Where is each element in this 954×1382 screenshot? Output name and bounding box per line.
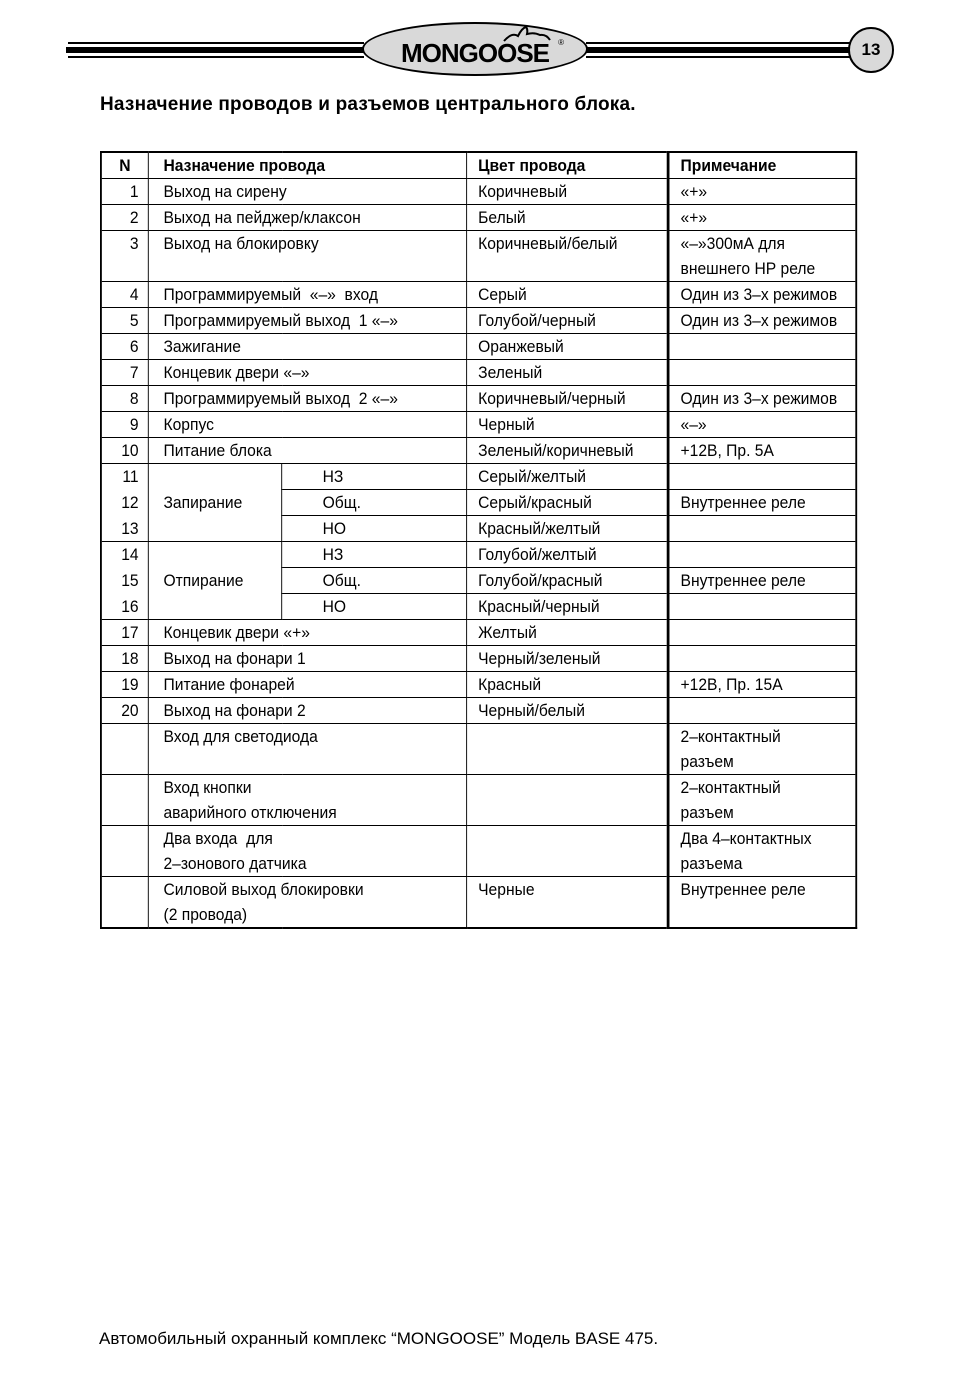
cell-color: Желтый xyxy=(467,620,668,646)
table-row xyxy=(101,646,856,672)
registered-mark: ® xyxy=(558,38,564,47)
cell-n: 14 xyxy=(101,542,148,568)
cell-contact: НЗ xyxy=(282,464,467,490)
table-row xyxy=(101,282,856,308)
cell-n: 3 xyxy=(101,231,148,282)
cell-note xyxy=(668,826,856,877)
cell-n: 8 xyxy=(101,386,148,412)
purpose-line: Вход кнопки xyxy=(163,778,252,797)
table-row xyxy=(101,205,856,231)
cell-color: Черный xyxy=(467,412,668,438)
purpose-line: Силовой выход блокировки xyxy=(163,880,364,899)
cell-note xyxy=(668,464,856,490)
cell-n: 18 xyxy=(101,646,148,672)
cell-note: Один из 3–х режимов xyxy=(668,386,856,412)
note-line: разъем xyxy=(680,752,734,771)
column-header-n: N xyxy=(101,152,148,179)
purpose-line: Два входа для xyxy=(163,829,273,848)
table-row xyxy=(101,308,856,334)
cell-n: 10 xyxy=(101,438,148,464)
table-row xyxy=(101,386,856,412)
cell-color: Серый xyxy=(467,282,668,308)
cell-color: Зеленый xyxy=(467,360,668,386)
cell-n: 19 xyxy=(101,672,148,698)
cell-color: Коричневый/белый xyxy=(467,231,668,282)
cell-contact: НЗ xyxy=(282,542,467,568)
purpose-line: (2 провода) xyxy=(163,905,248,924)
table-row xyxy=(101,231,856,282)
cell-color: Голубой/черный xyxy=(467,308,668,334)
table-row xyxy=(101,179,856,205)
table-row-connector xyxy=(101,877,856,929)
cell-n: 13 xyxy=(101,516,148,542)
cell-note xyxy=(668,620,856,646)
cell-purpose: Концевик двери «–» xyxy=(148,360,466,386)
cell-purpose: Выход на фонари 2 xyxy=(148,698,466,724)
table-row xyxy=(101,438,856,464)
cell-color: Голубой/желтый xyxy=(467,542,668,568)
section-title: Назначение проводов и разъемов центрального блока. xyxy=(100,94,636,115)
cell-purpose: Выход на пейджер/клаксон xyxy=(148,205,466,231)
cell-note: Внутреннее реле xyxy=(668,568,856,594)
cell-color: Голубой/красный xyxy=(467,568,668,594)
cell-n: 15 xyxy=(101,568,148,594)
cell-n: 1 xyxy=(101,179,148,205)
table-row xyxy=(101,360,856,386)
cell-purpose xyxy=(148,877,466,929)
table-row-connector xyxy=(101,775,856,826)
header-rule-left-thin-top xyxy=(68,42,364,44)
cell-note: Внутреннее реле xyxy=(668,490,856,516)
purpose-line: 2–зонового датчика xyxy=(163,854,307,873)
header-rule-left-thick xyxy=(66,47,364,53)
cell-group-label: Запирание xyxy=(148,464,281,542)
column-header-note: Примечание xyxy=(668,152,856,179)
cell-color: Серый/красный xyxy=(467,490,668,516)
cell-note: «–»300мА для внешнего НР реле xyxy=(668,231,856,282)
cell-n: 9 xyxy=(101,412,148,438)
header-rule-right-thick xyxy=(586,47,850,53)
purpose-line: Вход для светодиода xyxy=(163,727,318,746)
cell-note xyxy=(668,646,856,672)
header-rule-right-thin-top xyxy=(586,42,850,44)
cell-n: 7 xyxy=(101,360,148,386)
cell-color: Коричневый/черный xyxy=(467,386,668,412)
cell-note: +12В, Пр. 15А xyxy=(668,672,856,698)
cell-n: 20 xyxy=(101,698,148,724)
cell-note xyxy=(668,724,856,775)
column-header-purpose: Назначение провода xyxy=(148,152,466,179)
cell-note xyxy=(668,542,856,568)
cell-n: 17 xyxy=(101,620,148,646)
cell-purpose: Питание блока xyxy=(148,438,466,464)
cell-purpose: Корпус xyxy=(148,412,466,438)
cell-n: 16 xyxy=(101,594,148,620)
cell-purpose: Зажигание xyxy=(148,334,466,360)
cell-contact: НО xyxy=(282,516,467,542)
cell-color: Красный/желтый xyxy=(467,516,668,542)
cell-color: Красный xyxy=(467,672,668,698)
cell-color: Черный/зеленый xyxy=(467,646,668,672)
page-number: 13 xyxy=(848,27,894,73)
cell-note: Один из 3–х режимов xyxy=(668,282,856,308)
cell-note xyxy=(668,698,856,724)
page-footer: Автомобильный охранный комплекс “MONGOOSE” Модель BASE 475. xyxy=(99,1329,659,1348)
page-header xyxy=(0,0,954,90)
cell-note xyxy=(668,877,856,929)
table-row xyxy=(101,672,856,698)
table-row-connector xyxy=(101,826,856,877)
table-header-row xyxy=(101,152,856,179)
cell-n xyxy=(101,826,148,877)
cell-contact: Общ. xyxy=(282,568,467,594)
cell-color: Черные xyxy=(467,877,668,929)
table-row-group-lock xyxy=(101,464,856,490)
cell-group-label: Отпирание xyxy=(148,542,281,620)
cell-note xyxy=(668,334,856,360)
cell-purpose xyxy=(148,826,466,877)
cell-note: «–» xyxy=(668,412,856,438)
table-row xyxy=(101,412,856,438)
cell-n: 12 xyxy=(101,490,148,516)
note-line: 2–контактный xyxy=(680,727,781,746)
cell-purpose: Питание фонарей xyxy=(148,672,466,698)
cell-note xyxy=(668,516,856,542)
cell-color: Красный/черный xyxy=(467,594,668,620)
cell-purpose xyxy=(148,724,466,775)
cell-purpose: Выход на блокировку xyxy=(148,231,466,282)
cell-n: 6 xyxy=(101,334,148,360)
cell-purpose: Выход на фонари 1 xyxy=(148,646,466,672)
cell-purpose xyxy=(148,775,466,826)
cell-color: Оранжевый xyxy=(467,334,668,360)
note-line: разъема xyxy=(680,854,743,873)
column-header-color: Цвет провода xyxy=(467,152,668,179)
cell-purpose: Выход на сирену xyxy=(148,179,466,205)
cell-purpose: Программируемый выход 1 «–» xyxy=(148,308,466,334)
cell-n: 11 xyxy=(101,464,148,490)
table-row xyxy=(101,698,856,724)
cell-n xyxy=(101,877,148,929)
cell-n xyxy=(101,724,148,775)
table-row-connector xyxy=(101,724,856,775)
cell-n xyxy=(101,775,148,826)
note-line: разъем xyxy=(680,803,734,822)
cell-note: +12В, Пр. 5А xyxy=(668,438,856,464)
cell-note xyxy=(668,594,856,620)
cell-note: Один из 3–х режимов xyxy=(668,308,856,334)
cell-contact: НО xyxy=(282,594,467,620)
cell-color xyxy=(467,724,668,775)
brand-logo xyxy=(362,22,588,76)
cell-color: Белый xyxy=(467,205,668,231)
cell-color xyxy=(467,775,668,826)
wire-assignment-table xyxy=(100,151,857,929)
cell-purpose: Концевик двери «+» xyxy=(148,620,466,646)
cell-n: 2 xyxy=(101,205,148,231)
cell-note: «+» xyxy=(668,179,856,205)
header-rule-left-thin-bottom xyxy=(68,56,364,58)
table-row xyxy=(101,334,856,360)
cell-note xyxy=(668,775,856,826)
table-row xyxy=(101,620,856,646)
table-row-group-unlock xyxy=(101,542,856,568)
cell-color: Коричневый xyxy=(467,179,668,205)
cell-purpose: Программируемый «–» вход xyxy=(148,282,466,308)
purpose-line: аварийного отключения xyxy=(163,803,337,822)
header-rule-right-thin-bottom xyxy=(586,56,850,58)
note-line: Внутреннее реле xyxy=(680,880,806,899)
cell-color: Серый/желтый xyxy=(467,464,668,490)
note-line: 2–контактный xyxy=(680,778,781,797)
cell-n: 5 xyxy=(101,308,148,334)
cell-color xyxy=(467,826,668,877)
note-line: Два 4–контактных xyxy=(680,829,812,848)
cell-color: Черный/белый xyxy=(467,698,668,724)
cell-n: 4 xyxy=(101,282,148,308)
cell-purpose: Программируемый выход 2 «–» xyxy=(148,386,466,412)
logo-wordmark: MONGOOSE xyxy=(400,38,549,68)
cell-note xyxy=(668,360,856,386)
cell-color: Зеленый/коричневый xyxy=(467,438,668,464)
cell-note: «+» xyxy=(668,205,856,231)
cell-contact: Общ. xyxy=(282,490,467,516)
